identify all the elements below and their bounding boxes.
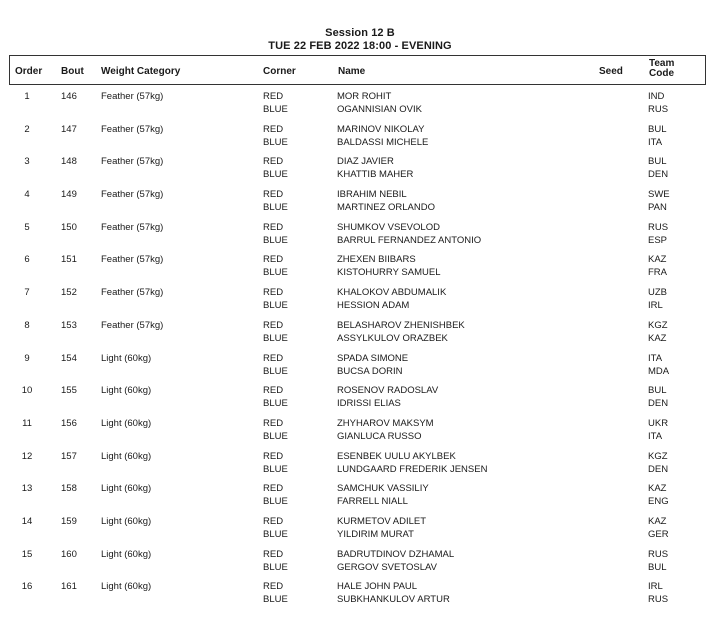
blue-corner-label: BLUE xyxy=(263,561,288,573)
bout-cell: 161 xyxy=(61,581,77,593)
red-team-code: BUL xyxy=(648,385,667,397)
weight-category-cell: Feather (57kg) xyxy=(101,189,164,201)
red-boxer-name: BADRUTDINOV DZHAMAL xyxy=(337,548,455,560)
bout-cell: 148 xyxy=(61,156,77,168)
order-cell: 2 xyxy=(24,123,30,135)
table-row xyxy=(0,156,720,189)
table-row xyxy=(0,353,720,386)
blue-boxer-name: BARRUL FERNANDEZ ANTONIO xyxy=(337,234,482,246)
bout-cell: 147 xyxy=(61,123,77,135)
table-row xyxy=(0,91,720,124)
bout-cell: 156 xyxy=(61,417,77,429)
bout-cell: 160 xyxy=(61,548,77,560)
red-boxer-name: MOR ROHIT xyxy=(337,91,392,102)
order-cell: 12 xyxy=(21,450,33,462)
red-boxer-name: SAMCHUK VASSILIY xyxy=(337,483,429,495)
blue-team-code: RUS xyxy=(648,104,669,115)
order-cell: 5 xyxy=(24,221,30,233)
blue-corner-label: BLUE xyxy=(263,594,288,606)
blue-boxer-name: BUCSA DORIN xyxy=(337,365,403,377)
red-team-code: KAZ xyxy=(648,254,667,266)
bout-cell: 152 xyxy=(61,287,77,299)
table-row xyxy=(0,189,720,222)
weight-category-cell: Feather (57kg) xyxy=(101,287,164,299)
red-team-code: BUL xyxy=(648,123,667,135)
table-row xyxy=(0,451,720,484)
red-boxer-name: SHUMKOV VSEVOLOD xyxy=(337,221,440,233)
bout-cell: 154 xyxy=(61,352,77,364)
blue-corner-label: BLUE xyxy=(263,234,288,246)
table-row xyxy=(0,320,720,353)
blue-corner-label: BLUE xyxy=(263,202,288,214)
blue-boxer-name: OGANNISIAN OVIK xyxy=(337,104,422,115)
table-row xyxy=(0,516,720,549)
blue-corner-label: BLUE xyxy=(263,365,288,377)
bout-cell: 153 xyxy=(61,319,77,331)
order-cell: 16 xyxy=(21,581,33,593)
blue-team-code: ENG xyxy=(648,496,669,508)
header-name: Name xyxy=(338,66,366,77)
table-row xyxy=(0,287,720,320)
table-row xyxy=(0,254,720,287)
blue-team-code: KAZ xyxy=(648,332,667,344)
blue-boxer-name: GERGOV SVETOSLAV xyxy=(337,561,437,573)
blue-boxer-name: YILDIRIM MURAT xyxy=(337,528,414,540)
weight-category-cell: Light (60kg) xyxy=(101,548,152,560)
header-bout: Bout xyxy=(61,66,84,77)
red-corner-label: RED xyxy=(263,156,284,168)
red-boxer-name: HALE JOHN PAUL xyxy=(337,581,418,593)
weight-category-cell: Feather (57kg) xyxy=(101,254,164,266)
weight-category-cell: Feather (57kg) xyxy=(101,91,164,102)
bout-cell: 151 xyxy=(61,254,77,266)
blue-team-code: DEN xyxy=(648,463,669,475)
order-cell: 10 xyxy=(21,385,33,397)
blue-team-code: BUL xyxy=(648,561,667,573)
bout-cell: 155 xyxy=(61,385,77,397)
blue-boxer-name: KHATTIB MAHER xyxy=(337,169,414,181)
order-cell: 4 xyxy=(24,189,30,201)
red-corner-label: RED xyxy=(263,221,284,233)
blue-corner-label: BLUE xyxy=(263,463,288,475)
blue-boxer-name: KISTOHURRY SAMUEL xyxy=(337,267,441,279)
red-corner-label: RED xyxy=(263,385,284,397)
weight-category-cell: Light (60kg) xyxy=(101,385,152,397)
red-team-code: KGZ xyxy=(648,450,668,462)
header-team-line2: Code xyxy=(649,68,674,79)
red-corner-label: RED xyxy=(263,287,284,299)
blue-corner-label: BLUE xyxy=(263,332,288,344)
weight-category-cell: Light (60kg) xyxy=(101,581,152,593)
red-team-code: KAZ xyxy=(648,483,667,495)
red-corner-label: RED xyxy=(263,417,284,429)
blue-corner-label: BLUE xyxy=(263,300,288,312)
weight-category-cell: Feather (57kg) xyxy=(101,123,164,135)
red-team-code: BUL xyxy=(648,156,667,168)
red-corner-label: RED xyxy=(263,515,284,527)
weight-category-cell: Feather (57kg) xyxy=(101,319,164,331)
red-team-code: RUS xyxy=(648,221,669,233)
blue-boxer-name: LUNDGAARD FREDERIK JENSEN xyxy=(337,463,488,475)
red-boxer-name: ESENBEK UULU AKYLBEK xyxy=(337,450,456,462)
red-corner-label: RED xyxy=(263,91,284,102)
weight-category-cell: Light (60kg) xyxy=(101,483,152,495)
order-cell: 14 xyxy=(21,515,33,527)
blue-boxer-name: MARTINEZ ORLANDO xyxy=(337,202,436,214)
order-cell: 9 xyxy=(24,352,30,364)
red-corner-label: RED xyxy=(263,581,284,593)
red-corner-label: RED xyxy=(263,189,284,201)
blue-corner-label: BLUE xyxy=(263,104,288,115)
bout-cell: 149 xyxy=(61,189,77,201)
blue-boxer-name: BALDASSI MICHELE xyxy=(337,136,429,148)
header-order: Order xyxy=(15,66,43,77)
session-date-time: TUE 22 FEB 2022 18:00 - EVENING xyxy=(268,40,452,52)
table-row xyxy=(0,418,720,451)
blue-corner-label: BLUE xyxy=(263,496,288,508)
blue-team-code: ITA xyxy=(648,430,663,442)
blue-corner-label: BLUE xyxy=(263,528,288,540)
weight-category-cell: Light (60kg) xyxy=(101,352,152,364)
red-boxer-name: IBRAHIM NEBIL xyxy=(337,189,407,201)
blue-team-code: IRL xyxy=(648,300,663,312)
order-cell: 7 xyxy=(24,287,30,299)
red-corner-label: RED xyxy=(263,548,284,560)
weight-category-cell: Feather (57kg) xyxy=(101,156,164,168)
blue-team-code: ITA xyxy=(648,136,663,148)
table-row xyxy=(0,483,720,516)
table-row xyxy=(0,549,720,582)
order-cell: 1 xyxy=(24,91,30,102)
order-cell: 3 xyxy=(24,156,30,168)
red-team-code: IRL xyxy=(648,581,663,593)
header-team-code xyxy=(649,59,674,79)
red-team-code: UZB xyxy=(648,287,667,299)
table-header xyxy=(9,55,706,85)
blue-team-code: ESP xyxy=(648,234,668,246)
blue-team-code: DEN xyxy=(648,398,669,410)
blue-corner-label: BLUE xyxy=(263,398,288,410)
blue-team-code: PAN xyxy=(648,202,667,214)
order-cell: 13 xyxy=(21,483,33,495)
order-cell: 8 xyxy=(24,319,30,331)
red-boxer-name: DIAZ JAVIER xyxy=(337,156,394,168)
blue-boxer-name: GIANLUCA RUSSO xyxy=(337,430,422,442)
red-boxer-name: ZHYHAROV MAKSYM xyxy=(337,417,434,429)
bout-cell: 150 xyxy=(61,221,77,233)
order-cell: 6 xyxy=(24,254,30,266)
header-team-line1: Team xyxy=(649,58,675,69)
red-corner-label: RED xyxy=(263,319,284,331)
blue-team-code: GER xyxy=(648,528,669,540)
table-row xyxy=(0,124,720,157)
red-team-code: KAZ xyxy=(648,515,667,527)
blue-team-code: DEN xyxy=(648,169,669,181)
red-team-code: UKR xyxy=(648,417,669,429)
red-team-code: ITA xyxy=(648,352,663,364)
red-team-code: IND xyxy=(648,91,665,102)
red-team-code: KGZ xyxy=(648,319,668,331)
blue-corner-label: BLUE xyxy=(263,430,288,442)
blue-boxer-name: ASSYLKULOV ORAZBEK xyxy=(337,332,448,344)
table-row xyxy=(0,581,720,614)
red-corner-label: RED xyxy=(263,254,284,266)
table-row xyxy=(0,385,720,418)
session-title: Session 12 B xyxy=(325,27,395,39)
weight-category-cell: Light (60kg) xyxy=(101,450,152,462)
blue-team-code: RUS xyxy=(648,594,669,606)
red-team-code: SWE xyxy=(648,189,670,201)
weight-category-cell: Light (60kg) xyxy=(101,515,152,527)
blue-boxer-name: FARRELL NIALL xyxy=(337,496,408,508)
bout-cell: 159 xyxy=(61,515,77,527)
red-team-code: RUS xyxy=(648,548,669,560)
red-boxer-name: ZHEXEN BIIBARS xyxy=(337,254,416,266)
bout-list xyxy=(0,91,720,614)
bout-cell: 158 xyxy=(61,483,77,495)
red-corner-label: RED xyxy=(263,123,284,135)
order-cell: 15 xyxy=(21,548,33,560)
blue-boxer-name: SUBKHANKULOV ARTUR xyxy=(337,594,450,606)
weight-category-cell: Light (60kg) xyxy=(101,417,152,429)
weight-category-cell: Feather (57kg) xyxy=(101,221,164,233)
blue-corner-label: BLUE xyxy=(263,169,288,181)
header-corner: Corner xyxy=(263,66,296,77)
red-boxer-name: SPADA SIMONE xyxy=(337,352,409,364)
table-row xyxy=(0,222,720,255)
red-boxer-name: KHALOKOV ABDUMALIK xyxy=(337,287,447,299)
header-seed: Seed xyxy=(599,66,623,77)
order-cell: 11 xyxy=(22,417,32,429)
blue-team-code: MDA xyxy=(648,365,670,377)
blue-team-code: FRA xyxy=(648,267,667,279)
red-boxer-name: ROSENOV RADOSLAV xyxy=(337,385,439,397)
red-corner-label: RED xyxy=(263,483,284,495)
blue-corner-label: BLUE xyxy=(263,136,288,148)
header-weight-category: Weight Category xyxy=(101,66,181,77)
red-boxer-name: BELASHAROV ZHENISHBEK xyxy=(337,319,465,331)
red-boxer-name: MARINOV NIKOLAY xyxy=(337,123,425,135)
bout-cell: 146 xyxy=(61,91,77,102)
red-boxer-name: KURMETOV ADILET xyxy=(337,515,427,527)
bout-cell: 157 xyxy=(61,450,77,462)
blue-corner-label: BLUE xyxy=(263,267,288,279)
red-corner-label: RED xyxy=(263,450,284,462)
blue-boxer-name: IDRISSI ELIAS xyxy=(337,398,401,410)
blue-boxer-name: HESSION ADAM xyxy=(337,300,410,312)
red-corner-label: RED xyxy=(263,352,284,364)
